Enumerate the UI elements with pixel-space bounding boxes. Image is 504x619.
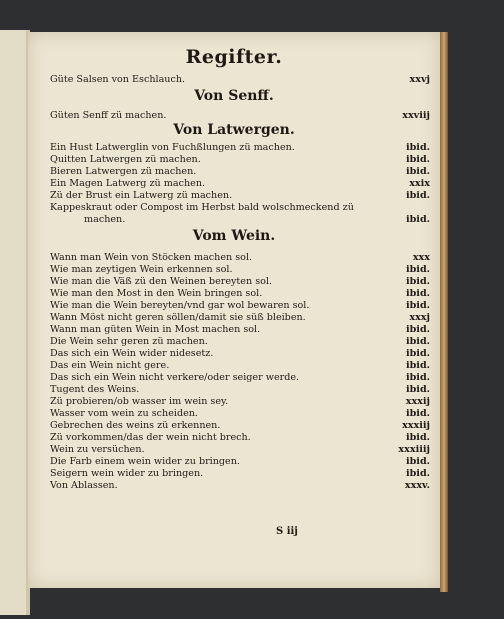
- register-entry: [50, 190, 430, 202]
- register-entry: [50, 420, 430, 432]
- entry-text: Bieren Latwergen zü machen.: [50, 166, 197, 177]
- register-entry-continuation: [50, 214, 430, 226]
- entry-page-ref: ibid.: [405, 142, 430, 153]
- register-entry: [50, 444, 430, 456]
- register-entry: [50, 202, 430, 214]
- entry-text: Gebrechen des weins zü erkennen.: [50, 420, 221, 431]
- entry-text: Das ein Wein nicht gere.: [50, 360, 170, 371]
- entry-page-ref: xxxij: [405, 396, 430, 407]
- register-entry: [50, 336, 430, 348]
- register-entry: [50, 300, 430, 312]
- entry-text: Zü vorkommen/das der wein nicht brech.: [50, 432, 251, 443]
- entry-text: Ein Magen Latwerg zü machen.: [50, 178, 206, 189]
- register-entry: [50, 372, 430, 384]
- entry-text: Die Wein sehr geren zü machen.: [50, 336, 208, 347]
- entry-page-ref: ibid.: [405, 408, 430, 419]
- entry-page-ref: ibid.: [405, 384, 430, 395]
- register-entry: [50, 252, 430, 264]
- entry-page-ref: xxxj: [409, 312, 430, 323]
- entry-text: Wann man güten Wein in Most machen sol.: [50, 324, 261, 335]
- entry-text: Wasser vom wein zu scheiden.: [50, 408, 198, 419]
- entry-page-ref: ibid.: [405, 214, 430, 225]
- entry-page-ref: ibid.: [405, 190, 430, 201]
- register-entry: [50, 110, 430, 122]
- register-entry: [50, 154, 430, 166]
- entry-page-ref: ibid.: [405, 348, 430, 359]
- entry-page-ref: ibid.: [405, 324, 430, 335]
- register-entry: [50, 396, 430, 408]
- section-heading-latwergen: Von Latwergen.: [173, 122, 295, 138]
- register-entry: [50, 468, 430, 480]
- register-entry: [50, 480, 430, 492]
- entry-page-ref: ibid.: [405, 154, 430, 165]
- entry-page-ref: ibid.: [405, 264, 430, 275]
- entry-text: Wein zu versüchen.: [50, 444, 145, 455]
- entry-page-ref: ibid.: [405, 276, 430, 287]
- entry-text: Kappeskraut oder Compost im Herbst bald wolschmeckend zü: [50, 202, 354, 213]
- entry-page-ref: ibid.: [405, 300, 430, 311]
- entry-text: Ein Hust Latwerglin von Fuchßlungen zü machen.: [50, 142, 295, 153]
- entry-text: Das sich ein Wein nicht verkere/oder seiger werde.: [50, 372, 300, 383]
- entry-text: Seigern wein wider zu bringen.: [50, 468, 204, 479]
- entry-text: Güte Salsen von Eschlauch.: [50, 74, 186, 85]
- section-heading-wein: Vom Wein.: [192, 228, 276, 244]
- entry-page-ref: ibid.: [405, 432, 430, 443]
- register-entry: [50, 166, 430, 178]
- page-title: Regifter.: [185, 46, 283, 68]
- entry-page-ref: ibid.: [405, 468, 430, 479]
- entry-text: Wie man den Most in den Wein bringen sol.: [50, 288, 263, 299]
- entry-page-ref: ibid.: [405, 336, 430, 347]
- register-entry: [50, 348, 430, 360]
- section-heading-senff: Von Senff.: [194, 88, 274, 104]
- entry-page-ref: xxxiij: [402, 420, 430, 431]
- register-entry: [50, 178, 430, 190]
- entry-text: Zü der Brust ein Latwerg zü machen.: [50, 190, 233, 201]
- entry-page-ref: xxxv.: [404, 480, 430, 491]
- entry-text: Wann man Wein von Stöcken machen sol.: [50, 252, 253, 263]
- register-entry: [50, 432, 430, 444]
- entry-page-ref: xxviij: [402, 110, 430, 121]
- entry-text: Wie man zeytigen Wein erkennen sol.: [50, 264, 233, 275]
- entry-text: Die Farb einem wein wider zu bringen.: [50, 456, 240, 467]
- entry-page-ref: ibid.: [405, 360, 430, 371]
- register-entry: [50, 74, 430, 86]
- entry-text: Wie man die Wein bereyten/vnd gar wol bewaren sol.: [50, 300, 310, 311]
- register-entry: [50, 384, 430, 396]
- entry-page-ref: ibid.: [405, 288, 430, 299]
- entry-text: Wie man die Väß zü den Weinen bereyten sol.: [50, 276, 273, 287]
- entry-text: Zü probieren/ob wasser im wein sey.: [50, 396, 229, 407]
- entry-page-ref: ibid.: [405, 166, 430, 177]
- register-entry: [50, 360, 430, 372]
- entry-page-ref: xxvj: [409, 74, 430, 85]
- entry-text: machen.: [84, 214, 126, 225]
- entry-text: Tugent des Weins.: [50, 384, 140, 395]
- entry-page-ref: ibid.: [405, 456, 430, 467]
- page-fore-edge: [440, 32, 448, 592]
- register-entry: [50, 264, 430, 276]
- entry-page-ref: ibid.: [405, 372, 430, 383]
- entry-page-ref: xxix: [409, 178, 430, 189]
- register-entry: [50, 312, 430, 324]
- signature-mark: S iij: [276, 526, 298, 537]
- register-entry: [50, 456, 430, 468]
- book-page: [28, 32, 440, 588]
- register-entry: [50, 142, 430, 154]
- entry-text: Quitten Latwergen zü machen.: [50, 154, 201, 165]
- entry-text: Von Ablassen.: [50, 480, 118, 491]
- entry-text: Güten Senff zü machen.: [50, 110, 167, 121]
- register-entry: [50, 408, 430, 420]
- register-entry: [50, 276, 430, 288]
- register-entry: [50, 324, 430, 336]
- entry-text: Wann Möst nicht geren söllen/damit sie süß bleiben.: [50, 312, 306, 323]
- register-entry: [50, 288, 430, 300]
- entry-page-ref: xxx: [412, 252, 430, 263]
- facing-page-edge: [0, 30, 27, 615]
- entry-text: Das sich ein Wein wider nidesetz.: [50, 348, 214, 359]
- entry-page-ref: xxxiiij: [398, 444, 430, 455]
